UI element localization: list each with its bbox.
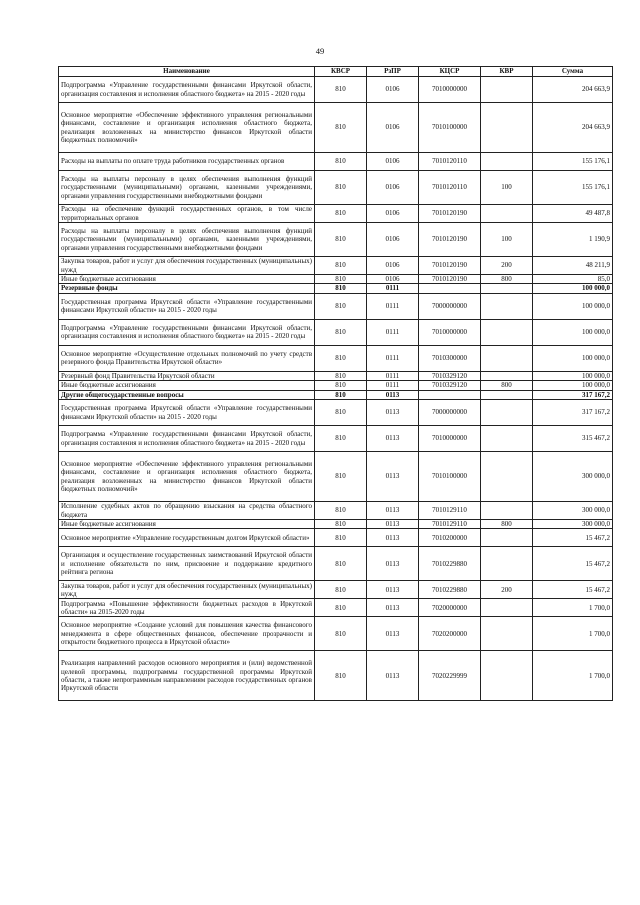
row-sum: 1 190,9 (533, 223, 613, 257)
row-sum: 48 211,9 (533, 257, 613, 275)
header-name: Наименование (59, 67, 315, 77)
header-sum: Сумма (533, 67, 613, 77)
row-kvr (481, 400, 533, 426)
row-rzpr: 0106 (367, 171, 419, 205)
row-kvsr: 810 (315, 581, 367, 599)
row-kvr (481, 426, 533, 452)
row-kcsr: 7010000000 (419, 77, 481, 103)
row-sum: 317 167,2 (533, 400, 613, 426)
row-rzpr: 0111 (367, 381, 419, 390)
row-name: Основное мероприятие «Осуществление отдельных полномочий по учету средств резервного фонда Правительства Иркутской области» (59, 345, 315, 371)
table-row (59, 381, 613, 390)
table-row (59, 452, 613, 502)
row-kvsr: 810 (315, 275, 367, 284)
row-sum: 100 000,0 (533, 319, 613, 345)
row-kcsr: 7010100000 (419, 452, 481, 502)
row-rzpr: 0106 (367, 153, 419, 171)
row-kvr (481, 371, 533, 380)
table-row (59, 651, 613, 701)
row-sum: 15 467,2 (533, 581, 613, 599)
row-kvr: 100 (481, 171, 533, 205)
table-body (59, 77, 613, 701)
row-kvsr: 810 (315, 426, 367, 452)
row-kcsr: 7000000000 (419, 400, 481, 426)
row-sum: 49 487,8 (533, 205, 613, 223)
row-name: Подпрограмма «Повышение эффективности бюджетных расходов в Иркутской области» на 2015-2020 годы (59, 599, 315, 617)
row-sum: 100 000,0 (533, 293, 613, 319)
row-rzpr: 0113 (367, 529, 419, 547)
table-row (59, 153, 613, 171)
row-name: Основное мероприятие «Обеспечение эффективного управления региональными финансами, составление и организация исполнения областного бюджета, реализация возложенных на министерство финансов Иркутской области бюджетных полномочий» (59, 103, 315, 153)
row-kvr (481, 599, 533, 617)
row-rzpr: 0111 (367, 345, 419, 371)
row-kcsr: 7010100000 (419, 103, 481, 153)
row-name: Подпрограмма «Управление государственными финансами Иркутской области, организация составления и исполнения областного бюджета» на 2015 - 2020 годы (59, 319, 315, 345)
row-kvsr: 810 (315, 599, 367, 617)
header-rzpr: РзПР (367, 67, 419, 77)
row-kcsr: 7010120190 (419, 275, 481, 284)
row-sum: 204 663,9 (533, 103, 613, 153)
row-name: Резервный фонд Правительства Иркутской области (59, 371, 315, 380)
row-name: Расходы на обеспечение функций государственных органов, в том числе территориальных органов (59, 205, 315, 223)
row-name: Основное мероприятие «Управление государственным долгом Иркутской области» (59, 529, 315, 547)
header-kcsr: КЦСР (419, 67, 481, 77)
row-kcsr (419, 284, 481, 293)
table-row (59, 426, 613, 452)
row-name: Организация и осуществление государственных заимствований Иркутской области и исполнение обязательств по ним, присвоение и поддержание кредитного рейтинга региона (59, 547, 315, 581)
row-kvr (481, 617, 533, 651)
header-kvsr: КВСР (315, 67, 367, 77)
row-sum: 155 176,1 (533, 153, 613, 171)
row-sum: 1 700,0 (533, 599, 613, 617)
row-kvr (481, 502, 533, 520)
row-rzpr: 0113 (367, 400, 419, 426)
table-row (59, 257, 613, 275)
row-name: Закупка товаров, работ и услуг для обеспечения государственных (муниципальных) нужд (59, 257, 315, 275)
row-rzpr: 0111 (367, 293, 419, 319)
row-rzpr: 0106 (367, 77, 419, 103)
row-kvsr: 810 (315, 77, 367, 103)
row-name: Государственная программа Иркутской области «Управление государственными финансами Иркутской области» на 2015 - 2020 годы (59, 400, 315, 426)
row-name: Иные бюджетные ассигнования (59, 275, 315, 284)
row-rzpr: 0111 (367, 284, 419, 293)
table-row (59, 390, 613, 399)
table-row (59, 275, 613, 284)
table-row (59, 547, 613, 581)
row-kcsr: 7010329120 (419, 381, 481, 390)
row-rzpr: 0113 (367, 502, 419, 520)
row-kcsr: 7010120110 (419, 171, 481, 205)
row-kvsr: 810 (315, 103, 367, 153)
row-sum: 100 000,0 (533, 381, 613, 390)
row-kvr: 800 (481, 275, 533, 284)
row-kcsr: 7010120190 (419, 257, 481, 275)
row-rzpr: 0106 (367, 205, 419, 223)
page-number: 49 (315, 46, 325, 56)
table-row (59, 617, 613, 651)
row-sum: 15 467,2 (533, 547, 613, 581)
row-kvr (481, 103, 533, 153)
row-rzpr: 0113 (367, 651, 419, 701)
row-rzpr: 0113 (367, 599, 419, 617)
row-kvsr: 810 (315, 153, 367, 171)
row-sum: 1 700,0 (533, 617, 613, 651)
row-name: Иные бюджетные ассигнования (59, 520, 315, 529)
row-kvsr: 810 (315, 390, 367, 399)
row-kvsr: 810 (315, 400, 367, 426)
row-kvr: 100 (481, 223, 533, 257)
budget-table (58, 66, 613, 701)
row-kcsr (419, 390, 481, 399)
row-rzpr: 0113 (367, 520, 419, 529)
row-kvr (481, 651, 533, 701)
row-name: Резервные фонды (59, 284, 315, 293)
table-row (59, 345, 613, 371)
table-row (59, 502, 613, 520)
row-rzpr: 0113 (367, 547, 419, 581)
row-name: Реализация направлений расходов основного мероприятия и (или) ведомственной целевой программы, подпрограммы государственной программы Иркутской области, а также непрограммным направлениям расходов государственных органов Иркутской области (59, 651, 315, 701)
row-rzpr: 0106 (367, 223, 419, 257)
row-sum: 155 176,1 (533, 171, 613, 205)
table-row (59, 599, 613, 617)
table-row (59, 284, 613, 293)
row-name: Расходы на выплаты персоналу в целях обеспечения выполнения функций государственными (муниципальными) органами, казенными учреждениями, органами управления государственными внебюджетными фондами (59, 223, 315, 257)
row-sum: 300 000,0 (533, 502, 613, 520)
row-kvsr: 810 (315, 651, 367, 701)
table-row (59, 77, 613, 103)
row-sum: 317 167,2 (533, 390, 613, 399)
row-kvr (481, 319, 533, 345)
row-sum: 315 467,2 (533, 426, 613, 452)
row-name: Государственная программа Иркутской области «Управление государственными финансами Иркутской области» на 2015 - 2020 годы (59, 293, 315, 319)
row-kcsr: 7010120190 (419, 205, 481, 223)
table-row (59, 520, 613, 529)
row-kvsr: 810 (315, 502, 367, 520)
row-kvr (481, 345, 533, 371)
row-kvr (481, 284, 533, 293)
row-kcsr: 7010229880 (419, 581, 481, 599)
table-row (59, 400, 613, 426)
row-name: Подпрограмма «Управление государственными финансами Иркутской области, организация составления и исполнения областного бюджета» на 2015 - 2020 годы (59, 426, 315, 452)
row-name: Расходы на выплаты персоналу в целях обеспечения выполнения функций государственными (муниципальными) органами, казенными учреждениями, органами управления государственными внебюджетными фондами (59, 171, 315, 205)
row-kvr: 800 (481, 381, 533, 390)
row-rzpr: 0111 (367, 371, 419, 380)
row-kvsr: 810 (315, 520, 367, 529)
row-kvr: 200 (481, 257, 533, 275)
row-kcsr: 7010120110 (419, 153, 481, 171)
row-kvr (481, 153, 533, 171)
row-kvsr: 810 (315, 205, 367, 223)
row-rzpr: 0113 (367, 426, 419, 452)
row-kcsr: 7020200000 (419, 617, 481, 651)
row-kcsr: 7010129110 (419, 502, 481, 520)
row-name: Другие общегосударственные вопросы (59, 390, 315, 399)
row-kvsr: 810 (315, 345, 367, 371)
row-kcsr: 7010329120 (419, 371, 481, 380)
table-row (59, 293, 613, 319)
row-rzpr: 0113 (367, 452, 419, 502)
row-name: Подпрограмма «Управление государственными финансами Иркутской области, организация составления и исполнения областного бюджета» на 2015 - 2020 годы (59, 77, 315, 103)
table-row (59, 223, 613, 257)
row-kvr (481, 293, 533, 319)
row-kvsr: 810 (315, 381, 367, 390)
row-sum: 15 467,2 (533, 529, 613, 547)
row-kcsr: 7010000000 (419, 426, 481, 452)
row-sum: 100 000,0 (533, 284, 613, 293)
row-name: Основное мероприятие «Создание условий для повышения качества финансового менеджмента в сфере общественных финансов, обеспечение прозрачности и открытости бюджетного процесса в Иркутской области» (59, 617, 315, 651)
row-kcsr: 7010300000 (419, 345, 481, 371)
row-kcsr: 7020229999 (419, 651, 481, 701)
row-sum: 85,0 (533, 275, 613, 284)
row-rzpr: 0113 (367, 581, 419, 599)
row-rzpr: 0106 (367, 275, 419, 284)
row-kvr (481, 205, 533, 223)
table-row (59, 581, 613, 599)
row-kcsr: 7010229880 (419, 547, 481, 581)
row-kvsr: 810 (315, 284, 367, 293)
row-kvsr: 810 (315, 529, 367, 547)
row-kvsr: 810 (315, 547, 367, 581)
row-name: Исполнение судебных актов по обращению взыскания на средства областного бюджета (59, 502, 315, 520)
table-row (59, 103, 613, 153)
row-kvsr: 810 (315, 617, 367, 651)
row-sum: 100 000,0 (533, 345, 613, 371)
table-header-row (59, 67, 613, 77)
row-kvr (481, 529, 533, 547)
row-kvsr: 810 (315, 223, 367, 257)
row-kvsr: 810 (315, 171, 367, 205)
row-kvr: 800 (481, 520, 533, 529)
row-kcsr: 7010200000 (419, 529, 481, 547)
table-row (59, 529, 613, 547)
row-kvr (481, 452, 533, 502)
row-kvr (481, 390, 533, 399)
table-row (59, 319, 613, 345)
row-sum: 300 000,0 (533, 452, 613, 502)
row-kvr: 200 (481, 581, 533, 599)
header-kvr: КВР (481, 67, 533, 77)
row-sum: 100 000,0 (533, 371, 613, 380)
row-kcsr: 7010129110 (419, 520, 481, 529)
row-kvsr: 810 (315, 452, 367, 502)
table-row (59, 205, 613, 223)
row-rzpr: 0111 (367, 319, 419, 345)
row-kvr (481, 547, 533, 581)
row-name: Расходы на выплаты по оплате труда работников государственных органов (59, 153, 315, 171)
row-kcsr: 7010000000 (419, 319, 481, 345)
row-sum: 204 663,9 (533, 77, 613, 103)
row-kcsr: 7020000000 (419, 599, 481, 617)
row-kvsr: 810 (315, 257, 367, 275)
table-row (59, 371, 613, 380)
row-name: Основное мероприятие «Обеспечение эффективного управления региональными финансами, составление и организация исполнения областного бюджета, реализация возложенных на министерство финансов Иркутской области бюджетных полномочий» (59, 452, 315, 502)
row-rzpr: 0106 (367, 257, 419, 275)
row-name: Иные бюджетные ассигнования (59, 381, 315, 390)
row-rzpr: 0113 (367, 390, 419, 399)
row-sum: 1 700,0 (533, 651, 613, 701)
row-kvsr: 810 (315, 371, 367, 380)
row-rzpr: 0113 (367, 617, 419, 651)
row-rzpr: 0106 (367, 103, 419, 153)
row-sum: 300 000,0 (533, 520, 613, 529)
row-kcsr: 7000000000 (419, 293, 481, 319)
row-kvsr: 810 (315, 319, 367, 345)
table-row (59, 171, 613, 205)
row-kvsr: 810 (315, 293, 367, 319)
row-kvr (481, 77, 533, 103)
row-name: Закупка товаров, работ и услуг для обеспечения государственных (муниципальных) нужд (59, 581, 315, 599)
row-kcsr: 7010120190 (419, 223, 481, 257)
